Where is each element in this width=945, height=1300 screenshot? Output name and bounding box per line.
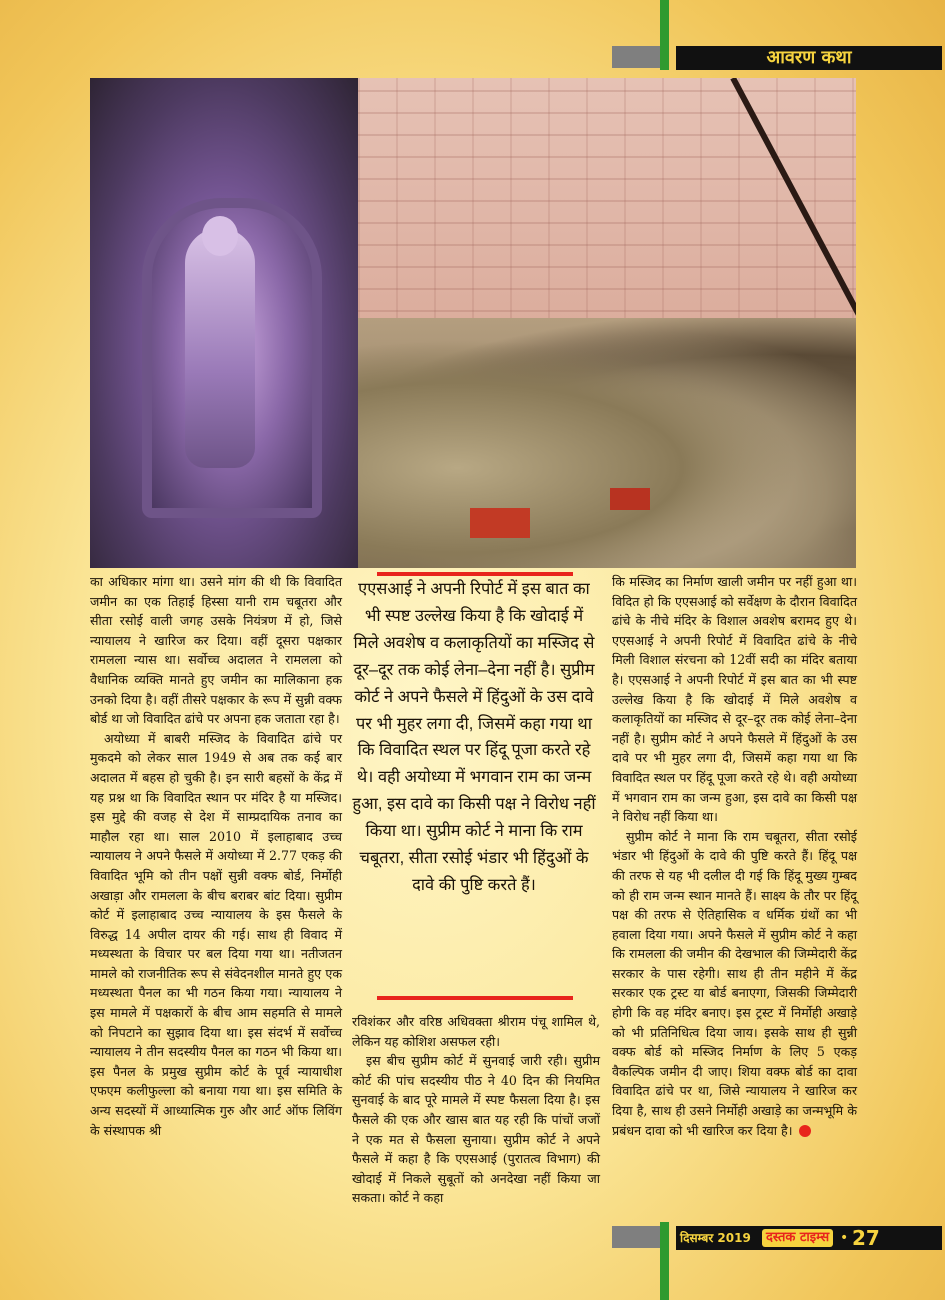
- end-of-article-dot-icon: [799, 1125, 811, 1137]
- paragraph-text: सुप्रीम कोर्ट ने माना कि राम चबूतरा, सीता रसोई भंडार भी हिंदुओं के दावे की पुष्टि करते हैं। हिंदू पक्ष की तरफ से यह भी दलील दी गई कि हिंदू मुख्य गुम्बद को ही राम जन्म स्थान मानते हैं। साक्ष्य के तौर पर हिंदू पक्ष की तरफ से ऐतिहासिक व धर्मिक ग्रंथों का भी हवाला दिया गया। अपने फैसले में सुप्रीम कोर्ट ने कहा कि रामलला की जमीन की देखभाल की जिम्मेदारी केंद्र सरकार के पास रहेगी। साथ ही तीन महीने में केंद्र सरकार एक ट्रस्ट या बोर्ड बनाएगा, जिसकी जिम्मेदारी होगी कि वह मंदिर बनाए। इस ट्रस्ट में निर्मोही अखाड़े को भी प्रतिनिधित्व दिया जाय। इसके साथ ही सुन्नी वक्फ बोर्ड को मस्जिद निर्माण के लिए 5 एकड़ वैकल्पिक जमीन दी जाए। शिया वक्फ बोर्ड का दावा विवादित ढांचे पर था, जिसे न्यायालय ने खारिज कर दिया है, साथ ही उसने निर्मोही अखाड़े का जन्मभूमि के प्रबंधन दावा को भी खारिज कर दिया है।: [612, 828, 857, 1138]
- footer-grey-box: [612, 1226, 660, 1248]
- stone-carving-image: [90, 78, 358, 568]
- footer-green-bar: [660, 1222, 669, 1300]
- paragraph: का अधिकार मांगा था। उसने मांग की थी कि विवादित जमीन का एक तिहाई हिस्सा यानी राम चबूतरा और सीता रसोई वाली जगह उसके नियंत्रण में हो, जिसे न्यायालय ने खारिज कर दिया। वहीं दूसरा पक्षकार रामलला न्यास था। सर्वोच्च अदालत ने रामलला को वैधानिक व्यक्ति मानते हुए जमीन का मालिकाना हक उनको दिया है। वहीं तीसरे पक्षकार के रूप में सुन्नी वक्फ बोर्ड था जो विवादित ढांचे पर अपना हक जताता रहा है।: [90, 574, 342, 727]
- pull-quote-bottom-rule: [377, 996, 573, 1000]
- header-grey-box: [612, 46, 660, 68]
- red-brick-fragment: [610, 488, 650, 510]
- paragraph: रविशंकर और वरिष्ठ अधिवक्ता श्रीराम पंचू शामिल थे, लेकिन यह कोशिश असफल रही।: [352, 1014, 600, 1049]
- magazine-logo: दस्तक टाइम्स: [762, 1229, 833, 1247]
- paragraph: कि मस्जिद का निर्माण खाली जमीन पर नहीं हुआ था। विदित हो कि एएसआई को सर्वेक्षण के दौरान विवादित ढांचे के नीचे मंदिर के विशाल अवशेष बरामद हुए थे। एएसआई ने अपनी रिपोर्ट में विवादित ढांचे के नीचे मिली विशाल संरचना को 12वीं सदी का मंदिर बताया है। एएसआई ने अपनी रिपोर्ट में इस बात का भी स्पष्ट उल्लेख किया है कि खोदाई में मिले अवशेष व कलाकृतियों का मस्जिद से दूर–दूर तक कोई लेना–देना नहीं है। सुप्रीम कोर्ट ने अपने फैसले में हिंदुओं के उस दावे पर भी मुहर लगा दी, जिसमें कहा गया था कि विवादित स्थल पर हिंदू पूजा करते रहे थे। वही अयोध्या में भगवान राम का जन्म हुआ, इस दावे का किसी पक्ष ने विरोध नहीं किया था।: [612, 574, 857, 825]
- pull-quote: एएसआई ने अपनी रिपोर्ट में इस बात का भी स्पष्ट उल्लेख किया है कि खोदाई में मिले अवशेष व कलाकृतियों का मस्जिद से दूर–दूर तक कोई लेना–देना नहीं है। सुप्रीम कोर्ट ने अपने फैसले में हिंदुओं के उस दावे पर भी मुहर लगा दी, जिसमें कहा गया था कि विवादित स्थल पर हिंदू पूजा करते रहे थे। वही अयोध्या में भगवान राम का जन्म हुआ, इस दावे का किसी पक्ष ने विरोध नहीं किया था। सुप्रीम कोर्ट ने माना कि राम चबूतरा, सीता रसोई भंडार भी हिंदुओं के दावे की पुष्टि करते हैं।: [352, 580, 596, 894]
- header-green-bar: [660, 0, 669, 70]
- carved-figure-head: [202, 216, 238, 256]
- article-column-1: [90, 572, 342, 1140]
- paragraph: इस बीच सुप्रीम कोर्ट में सुनवाई जारी रही। सुप्रीम कोर्ट की पांच सदस्यीय पीठ ने 40 दिन की नियमित सुनवाई के बाद पूरे मामले में स्पष्ट फैसला दिया है। इस फैसले की एक और खास बात यह रही कि पांचों जजों ने एक मत से फैसला सुनाया। सुप्रीम कोर्ट ने अपने फैसले में कहा है कि एएसआई (पुरातत्व विभाग) की खोदाई में निकले सुबूतों को अनदेखा नहीं किया जा सकता। कोर्ट ने कहा: [352, 1053, 600, 1206]
- red-brick-fragment: [470, 508, 530, 538]
- section-label: आवरण कथा: [676, 46, 942, 70]
- cover-photo: [90, 78, 856, 568]
- paragraph: अयोध्या में बाबरी मस्जिद के विवादित ढांचे पर मुकदमे को लेकर साल 1949 से अब तक कई बार अदालत में बहस हो चुकी है। इन सारी बहसों के केंद्र में यह प्रश्न था कि विवादित स्थान पर मंदिर है या मस्जिद। इस मुद्दे की वजह से देश में साम्प्रदायिक तनाव का माहौल रहा था। साल 2010 में इलाहाबाद उच्च न्यायालय ने अपने फैसले में अयोध्या में 2.77 एकड़ की विवादित भूमि को तीन पक्षों सुन्नी वक्फ बोर्ड, निर्मोही अखाड़ा और रामलला के बीच बराबर बांट दिया। सुप्रीम कोर्ट में इलाहाबाद उच्च न्यायालय के इस फैसले के विरुद्ध 14 अपील दायर की गई। साथ ही विवाद में मध्यस्थता के विचार पर बल दिया गया था। नतीजतन मामले को राजनीतिक रूप से संवेदनशील मानते हुए एक मध्यस्थता पैनल का भी गठन किया गया। न्यायालय ने इस मामले में पक्षकारों के बीच आम सहमति से मामले को निपटाने का सुझाव दिया था। इस संदर्भ में सर्वोच्च न्यायालय ने तीन सदस्यीय पैनल का गठन भी किया था। इस पैनल के प्रमुख सुप्रीम कोर्ट के पूर्व न्यायाधीश एफएम कलीफुल्ला को बनाया गया था। इस समिति के अन्य सदस्यों में आध्यात्मिक गुरु और आर्ट ऑफ लिविंग के संस्थापक श्री: [90, 730, 342, 1138]
- page-number: 27: [852, 1226, 880, 1250]
- paragraph: [612, 827, 857, 1141]
- article-column-3: [612, 572, 857, 1140]
- footer-date: दिसम्बर 2019: [680, 1231, 751, 1245]
- carved-figure: [185, 228, 255, 468]
- article-column-2: [352, 1012, 600, 1208]
- excavation-rubble-image: [358, 318, 856, 568]
- footer-bullet: •: [840, 1230, 849, 1246]
